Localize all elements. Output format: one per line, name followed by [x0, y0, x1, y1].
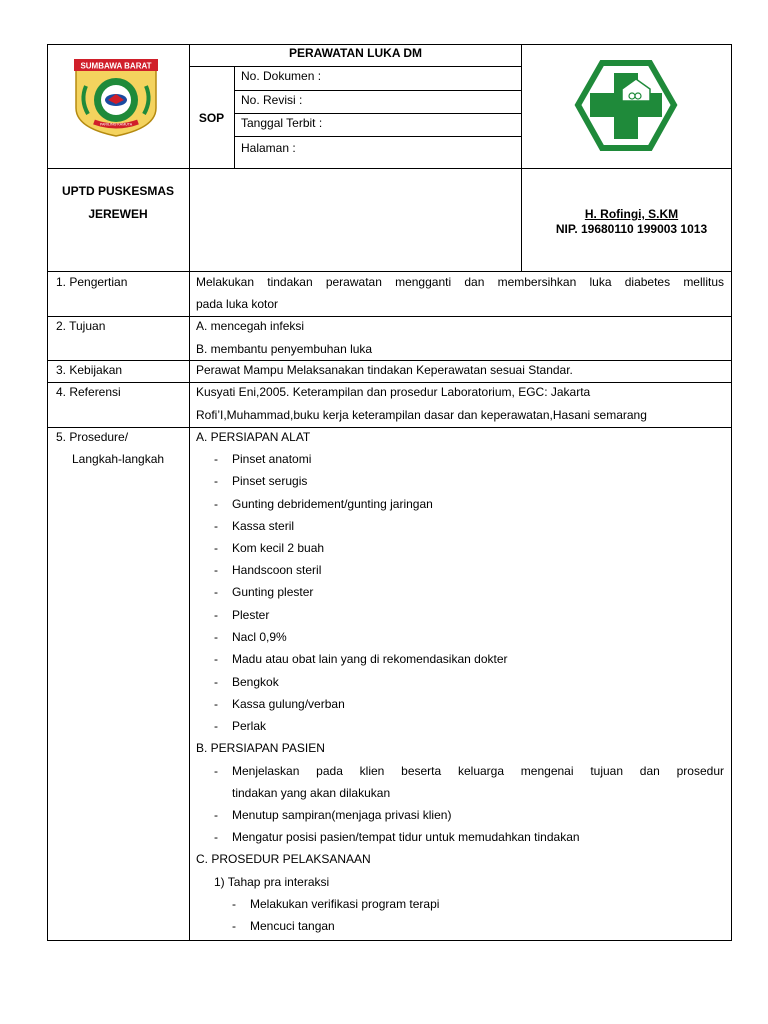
list-item: Pinset serugis	[232, 474, 308, 488]
dash-bullet: -	[214, 652, 218, 666]
list-item: Melakukan verifikasi program terapi	[250, 897, 440, 911]
header-line-title	[189, 66, 522, 67]
row-line-4	[47, 382, 732, 383]
logo-top-text: SUMBAWA BARAT	[80, 61, 152, 71]
signer-nip: NIP. 19680110 199003 1013	[555, 222, 708, 236]
table-border-left	[47, 44, 48, 941]
org-name-line2: JEREWEH	[88, 207, 148, 221]
list-item: Perlak	[232, 719, 267, 733]
list-item: Madu atau obat lain yang di rekomendasikan dokter	[232, 652, 508, 666]
label-tujuan: 2. Tujuan	[56, 319, 106, 333]
dash-bullet: -	[214, 474, 218, 488]
table-divider-sop	[234, 66, 235, 168]
row-line-5	[47, 427, 732, 428]
dash-bullet: -	[214, 585, 218, 599]
section-persiapan-alat: A. PERSIAPAN ALAT	[196, 430, 311, 444]
row-line-1	[47, 271, 732, 272]
list-item: Menjelaskan pada klien beserta keluarga mengenai tujuan dan prosedur	[232, 764, 724, 778]
document-title: PERAWATAN LUKA DM	[288, 46, 423, 60]
label-referensi: 4. Referensi	[56, 385, 121, 399]
list-item: Gunting plester	[232, 585, 314, 599]
dash-bullet: -	[214, 675, 218, 689]
table-border-right	[731, 44, 732, 941]
list-item: Kassa steril	[232, 519, 295, 533]
dash-bullet: -	[214, 719, 218, 733]
kebijakan-text: Perawat Mampu Melaksanakan tindakan Keperawatan sesuai Standar.	[196, 363, 573, 377]
header-line-field2	[234, 113, 522, 114]
label-pengertian: 1. Pengertian	[56, 275, 128, 289]
list-item: Menutup sampiran(menjaga privasi klien)	[232, 808, 452, 822]
field-tanggal-terbit: Tanggal Terbit :	[241, 116, 323, 130]
sumbawa-barat-logo	[70, 56, 162, 138]
list-item: Kassa gulung/verban	[232, 697, 345, 711]
referensi-item-1: Kusyati Eni,2005. Keterampilan dan prosedur Laboratorium, EGC: Jakarta	[196, 385, 591, 399]
list-item: Mengatur posisi pasien/tempat tidur untuk memudahkan tindakan	[232, 830, 580, 844]
dash-bullet: -	[214, 608, 218, 622]
dash-bullet: -	[232, 919, 236, 933]
list-item: Kom kecil 2 buah	[232, 541, 325, 555]
dash-bullet: -	[214, 541, 218, 555]
table-border-top	[47, 44, 732, 45]
pengertian-line1: Melakukan tindakan perawatan mengganti dan membersihkan luka diabetes mellitus	[196, 275, 724, 289]
list-item: Plester	[232, 608, 270, 622]
step-pra-interaksi: 1) Tahap pra interaksi	[214, 875, 330, 889]
logo-bottom-text: PARILING KAMUTA	[99, 122, 133, 127]
dash-bullet: -	[214, 497, 218, 511]
table-divider-col1	[189, 44, 190, 941]
section-persiapan-pasien: B. PERSIAPAN PASIEN	[196, 741, 325, 755]
label-kebijakan: 3. Kebijakan	[56, 363, 123, 377]
field-halaman: Halaman :	[241, 141, 296, 155]
header-line-field3	[234, 136, 522, 137]
row-line-2	[47, 316, 732, 317]
field-no-revisi: No. Revisi :	[241, 93, 303, 107]
dash-bullet: -	[232, 897, 236, 911]
label-langkah: Langkah-langkah	[72, 452, 165, 466]
dash-bullet: -	[214, 452, 218, 466]
tujuan-item-b: B. membantu penyembuhan luka	[196, 342, 373, 356]
list-item: Nacl 0,9%	[232, 630, 287, 644]
org-name-line1: UPTD PUSKESMAS	[61, 184, 174, 198]
dash-bullet: -	[214, 764, 218, 778]
pengertian-line2: pada luka kotor	[196, 297, 279, 311]
header-line-bottom	[47, 168, 732, 169]
puskesmas-logo	[574, 59, 678, 152]
dash-bullet: -	[214, 630, 218, 644]
section-prosedur-pelaksanaan: C. PROSEDUR PELAKSANAAN	[196, 852, 371, 866]
signer-name: H. Rofingi, S.KM	[584, 207, 679, 221]
dash-bullet: -	[214, 830, 218, 844]
list-item: Bengkok	[232, 675, 279, 689]
field-no-dokumen: No. Dokumen :	[241, 69, 322, 83]
label-prosedur: 5. Prosedure/	[56, 430, 129, 444]
header-line-field1	[234, 90, 522, 91]
sop-label: SOP	[198, 111, 225, 125]
list-item: Handscoon steril	[232, 563, 322, 577]
list-item: Mencuci tangan	[250, 919, 335, 933]
table-border-bottom	[47, 940, 732, 941]
dash-bullet: -	[214, 519, 218, 533]
row-line-3	[47, 360, 732, 361]
dash-bullet: -	[214, 697, 218, 711]
list-item: Pinset anatomi	[232, 452, 312, 466]
list-item-continuation: tindakan yang akan dilakukan	[232, 786, 391, 800]
referensi-item-2: Rofi’I,Muhammad,buku kerja keterampilan dasar dan keperawatan,Hasani semarang	[196, 408, 647, 422]
list-item: Gunting debridement/gunting jaringan	[232, 497, 433, 511]
tujuan-item-a: A. mencegah infeksi	[196, 319, 305, 333]
dash-bullet: -	[214, 808, 218, 822]
dash-bullet: -	[214, 563, 218, 577]
